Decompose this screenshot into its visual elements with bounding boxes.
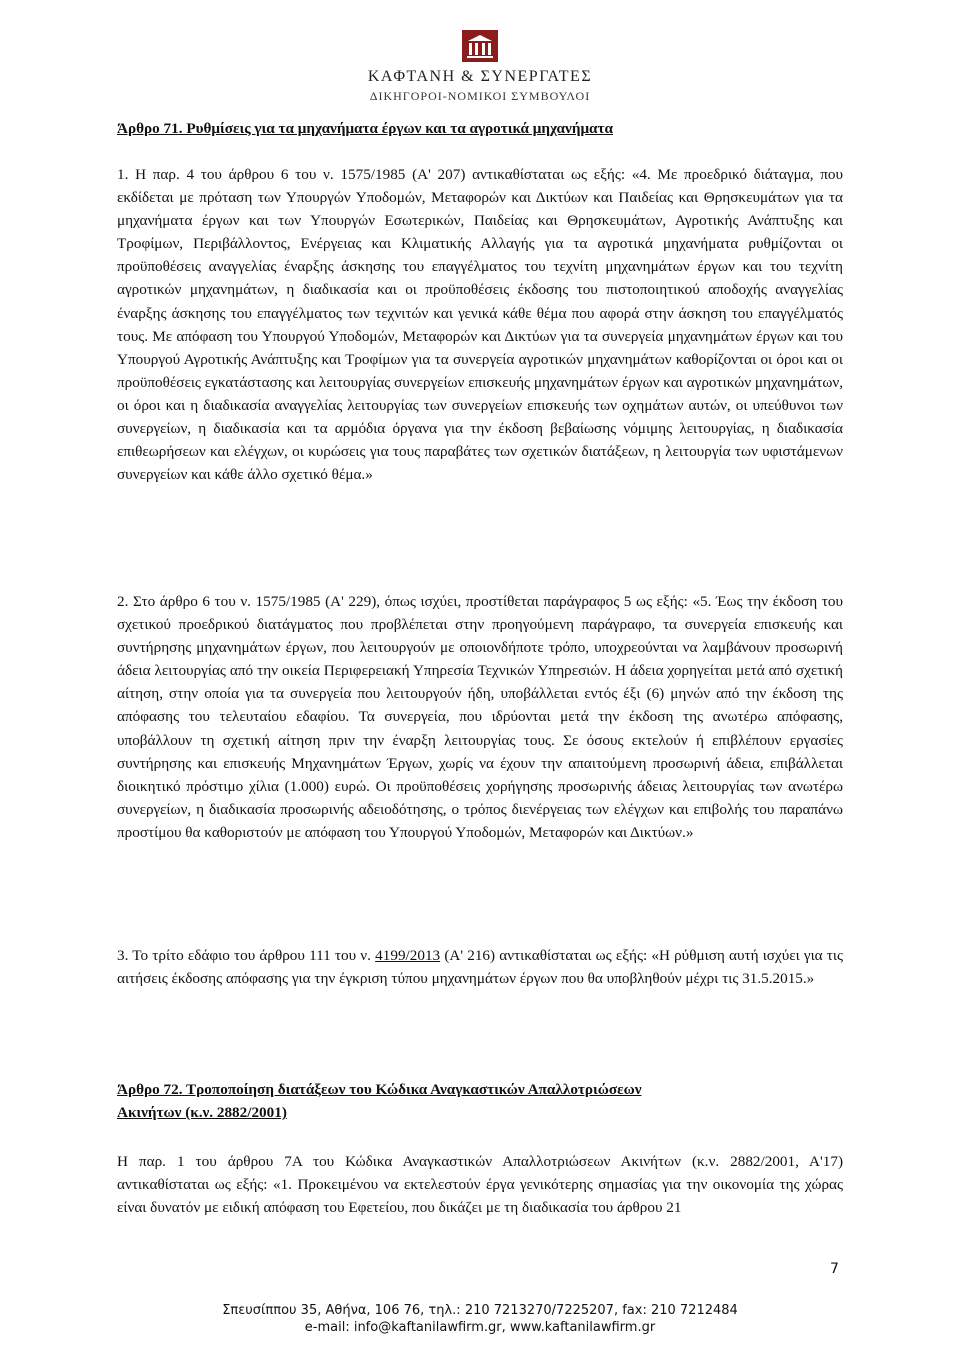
firm-subtitle: ΔΙΚΗΓΟΡΟΙ-ΝΟΜΙΚΟΙ ΣΥΜΒΟΥΛΟΙ — [369, 89, 591, 103]
footer-address: Σπευσίππου 35, Αθήνα, 106 76, τηλ.: 210 7213270/7225207, fax: 210 7212484 — [222, 1303, 738, 1318]
article-71-paragraph-3 — [117, 944, 843, 990]
article-72-title-line-1: Άρθρο 72. Τροποποίηση διατάξεων του Κώδικα Αναγκαστικών Απαλλοτριώσεων — [117, 1081, 642, 1098]
page-number: 7 — [830, 1261, 839, 1277]
paragraph-3-text-start: 3. Το τρίτο εδάφιο του άρθρου 111 του ν. — [117, 947, 376, 964]
article-71-paragraph-1: 1. Η παρ. 4 του άρθρου 6 του ν. 1575/1985 (Α' 207) αντικαθίσταται ως εξής: «4. Με προεδρικό διάταγμα, που εκδίδεται με πρόταση των Υπουργών Υποδομών, Μεταφορών και Δικτύων και Παιδείας και Θρησκευμάτων για τα μηχανήματα έργων και των Υπουργών Εσωτερικών, Παιδείας και Θρησκευμάτων, Αγροτικής Ανάπτυξης και Τροφίμων, Περιβάλλοντος, Ενέργειας και Κλιματικής Αλλαγής για τα αγροτικά μηχανήματα ρυθμίζονται οι προϋποθέσεις αναγγελίας έναρξης άσκησης του επαγγέλματος του τεχνίτη μηχανημάτων έργων και του τεχνίτη αγροτικών μηχανημάτων, η διαδικασία και οι προϋποθέσεις έκδοσης του πιστοποιητικού αποδοχής αναγγελίας έναρξης άσκησης του επαγγέλματος των τεχνιτών και γενικά κάθε θέμα που αφορά στην άσκηση του επαγγέλματός τους. Με απόφαση του Υπουργού Υποδομών, Μεταφορών και Δικτύων για τα συνεργεία μηχανημάτων έργων και του Υπουργού Αγροτικής Ανάπτυξης και Τροφίμων για τα συνεργεία αγροτικών μηχανημάτων καθορίζονται οι όροι και οι προϋποθέσεις εγκατάστασης και λειτουργίας συνεργείων επισκευής μηχανημάτων έργων και αγροτικών μηχανημάτων, οι όροι και η διαδικασία αναγγελίας λειτουργίας των συνεργείων επισκευής των οχημάτων αυτών, οι υπεύθυνοι των συνεργείων, η διαδικασία και τα αρμόδια όργανα για την έκδοση βεβαίωσης νόμιμης λειτουργίας, η διαδικασία επιθεωρήσεων και ελέγχων, οι κυρώσεις για τους παραβάτες των σχετικών διατάξεων, η λειτουργία των υφιστάμενων συνεργείων και κάθε άλλο σχετικό θέμα.» — [117, 166, 843, 484]
article-71-title: Άρθρο 71. Ρυθμίσεις για τα μηχανήματα έργων και τα αγροτικά μηχανήματα — [117, 120, 614, 137]
article-72-title-line-2: Ακινήτων (κ.ν. 2882/2001) — [117, 1104, 287, 1122]
columns-building-icon — [460, 30, 500, 62]
footer-contact: e-mail: info@kaftanilawfirm.gr, www.kaftanilawfirm.gr — [304, 1320, 656, 1335]
footer — [0, 1302, 960, 1336]
letterhead — [0, 30, 960, 104]
paragraph-3-text-end: (Α' 216) αντικαθίσταται ως εξής: «Η ρύθμιση αυτή ισχύει για τις αιτήσεις έκδοσης απόφασης για την έγκριση τύπου μηχανημάτων έργων που θα υποβληθούν μέχρι τις 31.5.2015.» — [117, 947, 843, 988]
firm-name: ΚΑΦΤΑΝΗ & ΣΥΝΕΡΓΑΤΕΣ — [367, 68, 593, 85]
article-72-paragraph-1: Η παρ. 1 του άρθρου 7Α του Κώδικα Αναγκαστικών Απαλλοτριώσεων Ακινήτων (κ.ν. 2882/2001, Α'17) αντικαθίσταται ως εξής: «1. Προκειμένου να εκτελεστούν έργα γενικότερης σημασίας για την οικονομία της χώρας είναι δυνατόν με ειδική απόφαση του Εφετείου, που δικάζει με τη διαδικασία του άρθρου 21 — [117, 1153, 843, 1217]
law-4199-2013-link[interactable]: 4199/2013 — [375, 947, 441, 964]
article-71-paragraph-2: 2. Στο άρθρο 6 του ν. 1575/1985 (Α' 229), όπως ισχύει, προστίθεται παράγραφος 5 ως εξής: «5. Έως την έκδοση του σχετικού προεδρικού διατάγματος που προβλέπεται στην προηγούμενη παράγραφο, τα συνεργεία επισκευής και συντήρησης μηχανημάτων έργων, που λειτουργούν με οποιονδήποτε τρόπο, υποχρεούνται να λαμβάνουν προσωρινή άδεια λειτουργίας από την οικεία Περιφερειακή Υπηρεσία Τεχνικών Υπηρεσιών. Η άδεια χορηγείται μετά από σχετική αίτηση, στην οποία για τα συνεργεία που λειτουργούν ήδη, υποβάλλεται εντός έξι (6) μηνών από την έκδοση της απόφασης του τελευταίου εδαφίου. Τα συνεργεία, που ιδρύονται μετά την έκδοση της ανωτέρω απόφασης, υποβάλλουν τη σχετική αίτηση πριν την έναρξη λειτουργίας τους. Σε όσους εκτελούν ή επιβλέπουν εργασίες συντήρησης και επισκευής Μηχανημάτων Έργων, χωρίς να έχουν την απαιτούμενη προσωρινή άδεια, επιβάλλεται διοικητικό πρόστιμο χίλια (1.000) ευρώ. Οι προϋποθέσεις χορήγησης προσωρινής άδειας λειτουργίας των ανωτέρω συνεργείων, η διαδικασία προσωρινής αδειοδότησης, ο τρόπος διενέργειας των ελέγχων και επιβολής του παραπάνω προστίμου θα καθοριστούν με απόφαση του Υπουργού Υποδομών, Μεταφορών και Δικτύων.» — [117, 593, 843, 841]
article-72-title — [117, 1078, 843, 1124]
